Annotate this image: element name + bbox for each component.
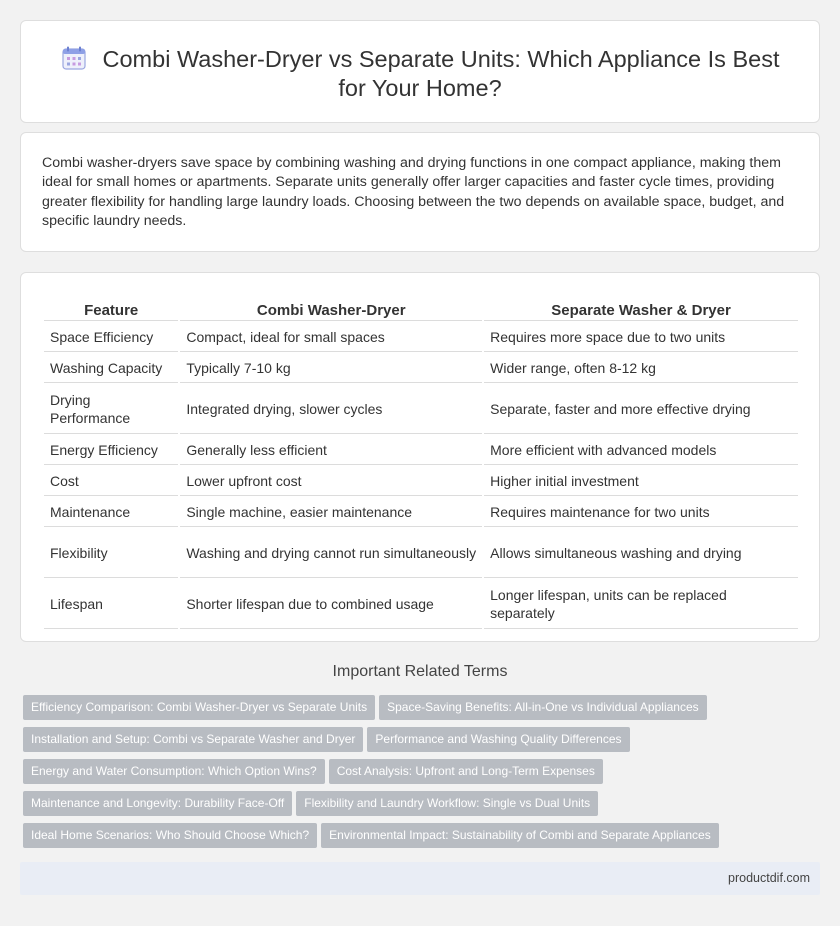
cell-combi: Generally less efficient — [180, 436, 482, 465]
cell-combi: Lower upfront cost — [180, 467, 482, 496]
page-title-wrap — [51, 45, 789, 103]
cell-feature: Cost — [44, 467, 178, 496]
comparison-table — [42, 295, 800, 631]
cell-separate: Requires maintenance for two units — [484, 498, 798, 527]
table-row — [44, 323, 798, 352]
tag-row — [23, 695, 823, 727]
cell-feature: Lifespan — [44, 580, 178, 629]
cell-combi: Single machine, easier maintenance — [180, 498, 482, 527]
cell-feature: Space Efficiency — [44, 323, 178, 352]
cell-feature: Washing Capacity — [44, 354, 178, 383]
cell-feature: Drying Performance — [44, 385, 178, 434]
header-combi: Combi Washer-Dryer — [180, 297, 482, 321]
table-row — [44, 467, 798, 496]
page-title: Combi Washer-Dryer vs Separate Units: Which Appliance Is Best for Your Home? — [102, 46, 780, 101]
cell-separate: Separate, faster and more effective drying — [484, 385, 798, 434]
cell-separate: Wider range, often 8-12 kg — [484, 354, 798, 383]
related-term-tag[interactable]: Energy and Water Consumption: Which Option Wins? — [23, 759, 325, 784]
footer-site-link[interactable]: productdif.com — [728, 871, 810, 885]
cell-separate: Longer lifespan, units can be replaced separately — [484, 580, 798, 629]
related-term-tag[interactable]: Cost Analysis: Upfront and Long-Term Expenses — [329, 759, 603, 784]
header-card — [20, 20, 820, 123]
cell-feature: Flexibility — [44, 529, 178, 578]
footer — [20, 862, 820, 895]
related-terms-list — [23, 695, 823, 855]
table-row — [44, 580, 798, 629]
comparison-table-card — [20, 272, 820, 642]
header-feature: Feature — [44, 297, 178, 321]
table-row — [44, 385, 798, 434]
cell-combi: Washing and drying cannot run simultaneously — [180, 529, 482, 578]
table-row — [44, 498, 798, 527]
table-row — [44, 436, 798, 465]
tag-row — [23, 791, 823, 823]
tag-row — [23, 727, 823, 759]
related-term-tag[interactable]: Performance and Washing Quality Differences — [367, 727, 629, 752]
cell-combi: Shorter lifespan due to combined usage — [180, 580, 482, 629]
table-header-row — [44, 297, 798, 321]
header-separate: Separate Washer & Dryer — [484, 297, 798, 321]
table-row — [44, 529, 798, 578]
cell-separate: More efficient with advanced models — [484, 436, 798, 465]
cell-separate: Requires more space due to two units — [484, 323, 798, 352]
related-term-tag[interactable]: Flexibility and Laundry Workflow: Single vs Dual Units — [296, 791, 598, 816]
related-term-tag[interactable]: Installation and Setup: Combi vs Separate Washer and Dryer — [23, 727, 363, 752]
related-term-tag[interactable]: Efficiency Comparison: Combi Washer-Dryer vs Separate Units — [23, 695, 375, 720]
related-terms-title: Important Related Terms — [332, 663, 508, 680]
intro-paragraph: Combi washer-dryers save space by combining washing and drying functions in one compact appliance, making them ideal for small homes or apartments. Separate units generally offer larger capacities and faster cycle times, providing greater flexibility for handling large laundry loads. Choosing between the two depends on available space, budget, and specific laundry needs. — [42, 155, 785, 229]
related-term-tag[interactable]: Maintenance and Longevity: Durability Face-Off — [23, 791, 292, 816]
cell-combi: Typically 7-10 kg — [180, 354, 482, 383]
cell-feature: Maintenance — [44, 498, 178, 527]
related-term-tag[interactable]: Space-Saving Benefits: All-in-One vs Individual Appliances — [379, 695, 707, 720]
cell-feature: Energy Efficiency — [44, 436, 178, 465]
cell-combi: Compact, ideal for small spaces — [180, 323, 482, 352]
tag-row — [23, 823, 823, 855]
cell-combi: Integrated drying, slower cycles — [180, 385, 482, 434]
cell-separate: Allows simultaneous washing and drying — [484, 529, 798, 578]
related-term-tag[interactable]: Environmental Impact: Sustainability of Combi and Separate Appliances — [321, 823, 719, 848]
tag-row — [23, 759, 823, 791]
table-row — [44, 354, 798, 383]
intro-card — [20, 132, 820, 252]
related-term-tag[interactable]: Ideal Home Scenarios: Who Should Choose Which? — [23, 823, 317, 848]
calendar-grid-icon — [61, 45, 87, 71]
cell-separate: Higher initial investment — [484, 467, 798, 496]
